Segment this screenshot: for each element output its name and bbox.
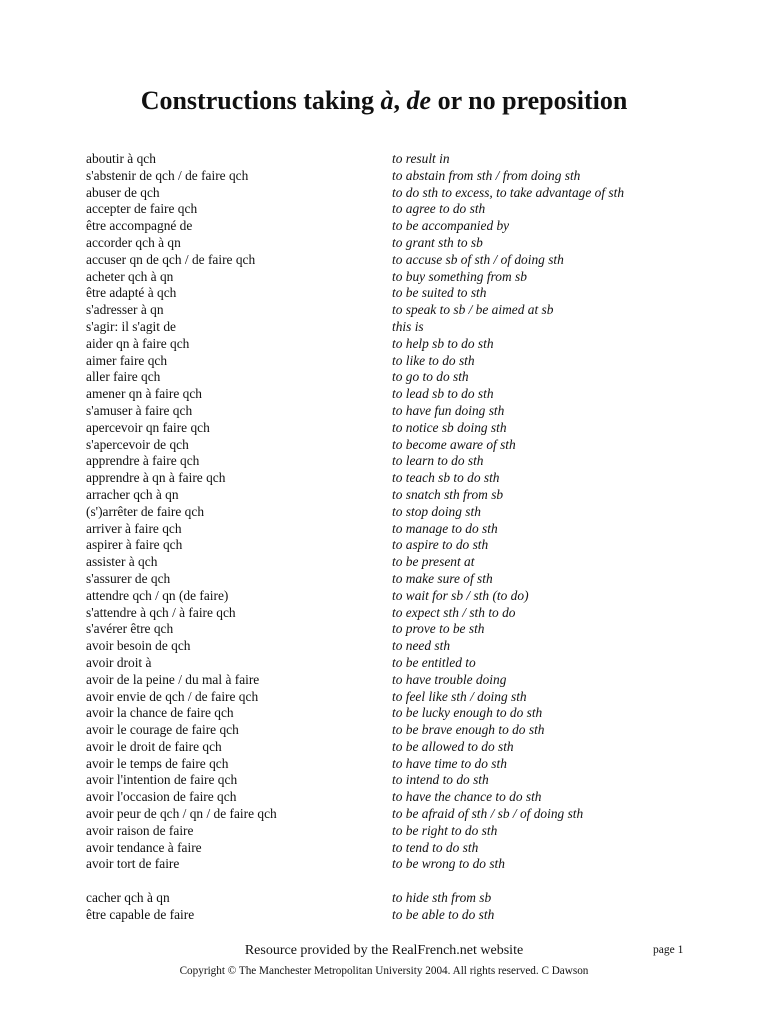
vocab-row [86, 689, 726, 706]
page-number: page 1 [653, 944, 684, 956]
english-translation: to be right to do sth [392, 822, 498, 838]
vocab-row [86, 336, 726, 353]
english-translation: to become aware of sth [392, 436, 516, 452]
french-phrase: avoir raison de faire [86, 822, 194, 838]
english-translation: to be suited to sth [392, 285, 487, 301]
french-phrase: aspirer à faire qch [86, 537, 183, 553]
vocab-row [86, 151, 726, 168]
english-translation: to help sb to do sth [392, 335, 494, 351]
english-translation: to be brave enough to do sth [392, 722, 545, 738]
vocab-row [86, 218, 726, 235]
english-translation: to be afraid of sth / sb / of doing sth [392, 806, 584, 822]
english-translation: to expect sth / sth to do [392, 604, 516, 620]
french-phrase: s'agir: il s'agit de [86, 318, 176, 334]
vocab-row [86, 470, 726, 487]
footer-resource: Resource provided by the RealFrench.net website [244, 943, 524, 958]
vocab-row [86, 269, 726, 286]
english-translation: to make sure of sth [392, 570, 493, 586]
english-translation: to prove to be sth [392, 621, 485, 637]
english-translation: to agree to do sth [392, 201, 486, 217]
french-phrase: accepter de faire qch [86, 201, 198, 217]
french-phrase: avoir tort de faire [86, 856, 180, 872]
vocab-row [86, 235, 726, 252]
vocab-row [86, 386, 726, 403]
vocab-row [86, 537, 726, 554]
english-translation: to have time to do sth [392, 755, 507, 771]
vocab-row [86, 806, 726, 823]
french-phrase: s'assurer de qch [86, 570, 171, 586]
english-translation: to be allowed to do sth [392, 738, 514, 754]
french-phrase: être capable de faire [86, 906, 195, 922]
title-text: Constructions taking [140, 86, 381, 115]
title-de: de [406, 86, 432, 115]
vocab-row [86, 722, 726, 739]
title-a: à [380, 86, 394, 115]
vocab-row [86, 756, 726, 773]
english-translation: this is [392, 318, 424, 334]
french-phrase: avoir tendance à faire [86, 839, 202, 855]
vocab-row [86, 772, 726, 789]
title-comma: , [393, 86, 407, 115]
english-translation: to teach sb to do sth [392, 470, 500, 486]
vocab-list [86, 151, 726, 924]
english-translation: to stop doing sth [392, 503, 481, 519]
french-phrase: s'adresser à qn [86, 302, 164, 318]
english-translation: to manage to do sth [392, 520, 498, 536]
french-phrase: avoir l'occasion de faire qch [86, 789, 237, 805]
french-phrase: accorder qch à qn [86, 234, 181, 250]
english-translation: to hide sth from sb [392, 890, 492, 906]
english-translation: to need sth [392, 638, 451, 654]
french-phrase: avoir droit à [86, 654, 152, 670]
vocab-row [86, 605, 726, 622]
english-translation: to like to do sth [392, 352, 475, 368]
vocab-row [86, 168, 726, 185]
french-phrase: apprendre à qn à faire qch [86, 470, 226, 486]
vocab-row [86, 504, 726, 521]
english-translation: to be able to do sth [392, 906, 495, 922]
vocab-row [86, 672, 726, 689]
french-phrase: avoir le droit de faire qch [86, 738, 222, 754]
vocab-row [86, 420, 726, 437]
vocab-row [86, 302, 726, 319]
french-phrase: (s')arrêter de faire qch [86, 503, 205, 519]
vocab-row [86, 823, 726, 840]
vocab-row [86, 453, 726, 470]
vocab-row [86, 705, 726, 722]
english-translation: to wait for sb / sth (to do) [392, 587, 529, 603]
vocab-row [86, 840, 726, 857]
french-phrase: assister à qch [86, 554, 158, 570]
vocab-row [86, 487, 726, 504]
english-translation: to be entitled to [392, 654, 476, 670]
vocab-row [86, 403, 726, 420]
french-phrase: avoir peur de qch / qn / de faire qch [86, 806, 277, 822]
english-translation: to accuse sb of sth / of doing sth [392, 251, 564, 267]
french-phrase: apprendre à faire qch [86, 453, 200, 469]
french-phrase: amener qn à faire qch [86, 386, 202, 402]
page-title [0, 86, 768, 116]
english-translation: to go to do sth [392, 369, 469, 385]
english-translation: to result in [392, 151, 450, 166]
vocab-row [86, 369, 726, 386]
french-phrase: avoir le temps de faire qch [86, 755, 229, 771]
french-phrase: avoir besoin de qch [86, 638, 191, 654]
french-phrase: avoir l'intention de faire qch [86, 772, 238, 788]
english-translation: to grant sth to sb [392, 234, 483, 250]
french-phrase: être accompagné de [86, 218, 193, 234]
english-translation: to have the chance to do sth [392, 789, 542, 805]
footer-copyright: Copyright © The Manchester Metropolitan University 2004. All rights reserved. C Dawson [179, 965, 589, 977]
english-translation: to speak to sb / be aimed at sb [392, 302, 554, 318]
english-translation: to be present at [392, 554, 475, 570]
english-translation: to notice sb doing sth [392, 419, 507, 435]
french-phrase: s'avérer être qch [86, 621, 174, 637]
english-translation: to lead sb to do sth [392, 386, 494, 402]
french-phrase: s'attendre à qch / à faire qch [86, 604, 236, 620]
english-translation: to be wrong to do sth [392, 856, 505, 872]
english-translation: to have fun doing sth [392, 402, 505, 418]
french-phrase: s'apercevoir de qch [86, 436, 189, 452]
english-translation: to buy something from sb [392, 268, 527, 284]
vocab-row [86, 588, 726, 605]
english-translation: to learn to do sth [392, 453, 484, 469]
vocab-row [86, 621, 726, 638]
vocab-row [86, 185, 726, 202]
english-translation: to have trouble doing [392, 671, 507, 687]
french-phrase: aboutir à qch [86, 151, 156, 166]
english-translation: to feel like sth / doing sth [392, 688, 527, 704]
french-phrase: avoir envie de qch / de faire qch [86, 688, 259, 704]
vocab-row [86, 353, 726, 370]
french-phrase: avoir le courage de faire qch [86, 722, 239, 738]
french-phrase: aller faire qch [86, 369, 161, 385]
french-phrase: s'amuser à faire qch [86, 402, 193, 418]
french-phrase: avoir de la peine / du mal à faire [86, 671, 260, 687]
french-phrase: attendre qch / qn (de faire) [86, 587, 229, 603]
english-translation: to do sth to excess, to take advantage of sth [392, 184, 625, 200]
french-phrase: arriver à faire qch [86, 520, 182, 536]
vocab-row [86, 907, 726, 924]
vocab-row [86, 638, 726, 655]
vocab-row [86, 856, 726, 873]
vocab-row [86, 285, 726, 302]
title-text-end: or no preposition [431, 86, 628, 115]
french-phrase: acheter qch à qn [86, 268, 174, 284]
vocab-row [86, 319, 726, 336]
vocab-row [86, 554, 726, 571]
english-translation: to aspire to do sth [392, 537, 489, 553]
vocab-row [86, 890, 726, 907]
english-translation: to snatch sth from sb [392, 486, 504, 502]
vocab-row [86, 521, 726, 538]
french-phrase: cacher qch à qn [86, 890, 170, 906]
french-phrase: être adapté à qch [86, 285, 177, 301]
vocab-row [86, 789, 726, 806]
french-phrase: abuser de qch [86, 184, 160, 200]
vocab-row [86, 252, 726, 269]
english-translation: to abstain from sth / from doing sth [392, 167, 581, 183]
french-phrase: arracher qch à qn [86, 486, 179, 502]
vocab-row [86, 437, 726, 454]
french-phrase: aider qn à faire qch [86, 335, 190, 351]
english-translation: to intend to do sth [392, 772, 489, 788]
vocab-row [86, 571, 726, 588]
french-phrase: avoir la chance de faire qch [86, 705, 234, 721]
vocab-row [86, 739, 726, 756]
english-translation: to tend to do sth [392, 839, 479, 855]
vocab-row [86, 655, 726, 672]
french-phrase: s'abstenir de qch / de faire qch [86, 167, 249, 183]
french-phrase: apercevoir qn faire qch [86, 419, 210, 435]
french-phrase: aimer faire qch [86, 352, 168, 368]
vocab-row [86, 201, 726, 218]
french-phrase: accuser qn de qch / de faire qch [86, 251, 256, 267]
english-translation: to be lucky enough to do sth [392, 705, 543, 721]
english-translation: to be accompanied by [392, 218, 510, 234]
